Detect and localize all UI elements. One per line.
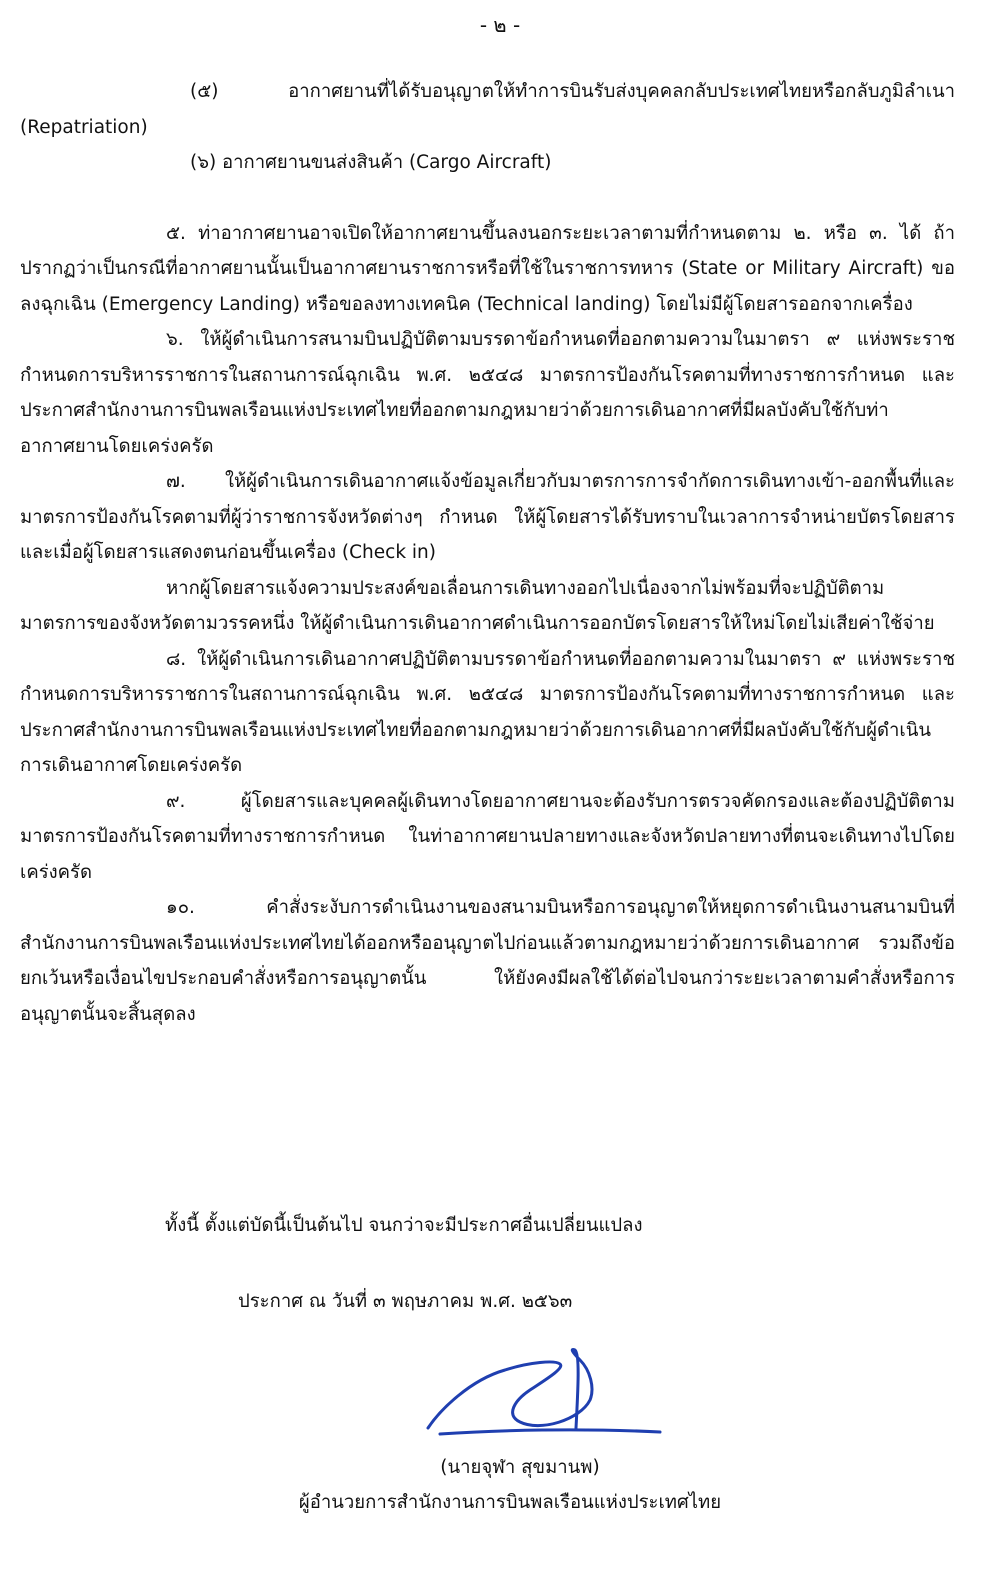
- clause-7-paragraph-2: หากผู้โดยสารแจ้งความประสงค์ขอเลื่อนการเดินทางออกไปเนื่องจากไม่พร้อมที่จะปฏิบัติตามมาตรการของจังหวัดตามวรรคหนึ่ง ให้ผู้ดำเนินการเดินอากาศดำเนินการออกบัตรโดยสารให้ใหม่โดยไม่เสียค่าใช้จ่าย: [20, 577, 935, 634]
- announcement-date: ประกาศ ณ วันที่ ๓ พฤษภาคม พ.ศ. ๒๕๖๓: [238, 1291, 573, 1312]
- document-body: [20, 74, 955, 1032]
- page-number: - ๒ -: [479, 13, 521, 37]
- handwritten-signature: [420, 1340, 670, 1450]
- signatory-name: (นายจุฬา สุขมานพ): [440, 1457, 600, 1478]
- closing-statement: ทั้งนี้ ตั้งแต่บัดนี้เป็นต้นไป จนกว่าจะมีประกาศอื่นเปลี่ยนแปลง: [165, 1215, 643, 1236]
- clause-5: ๕. ท่าอากาศยานอาจเปิดให้อากาศยานขึ้นลงนอกระยะเวลาตามที่กำหนดตาม ๒. หรือ ๓. ได้ ถ้าปรากฏว่าเป็นกรณีที่อากาศยานนั้นเป็นอากาศยานราชการหรือที่ใช้ในราชการทหาร (State or Military Aircraft) ขอลงฉุกเฉิน (Emergency Landing) หรือขอลงทางเทคนิค (Technical landing) โดยไม่มีผู้โดยสารออกจากเครื่อง: [20, 222, 955, 315]
- clause-7: ๗. ให้ผู้ดำเนินการเดินอากาศแจ้งข้อมูลเกี่ยวกับมาตรการการจำกัดการเดินทางเข้า-ออกพื้นที่และมาตรการป้องกันโรคตามที่ผู้ว่าราชการจังหวัดต่างๆ กำหนด ให้ผู้โดยสารได้รับทราบในเวลาการจำหน่ายบัตรโดยสารและเมื่อผู้โดยสารแสดงตนก่อนขึ้นเครื่อง (Check in): [20, 471, 955, 563]
- sub-item-6: (๖) อากาศยานขนส่งสินค้า (Cargo Aircraft): [190, 152, 552, 173]
- clause-6: ๖. ให้ผู้ดำเนินการสนามบินปฏิบัติตามบรรดาข้อกำหนดที่ออกตามความในมาตรา ๙ แห่งพระราชกำหนดการบริหารราชการในสถานการณ์ฉุกเฉิน พ.ศ. ๒๕๔๘ มาตรการป้องกันโรคตามที่ทางราชการกำหนด และประกาศสำนักงานการบินพลเรือนแห่งประเทศไทยที่ออกตามกฎหมายว่าด้วยการเดินอากาศที่มีผลบังคับใช้กับท่าอากาศยานโดยเคร่งครัด: [20, 329, 955, 457]
- clause-10: ๑๐. คำสั่งระงับการดำเนินงานของสนามบินหรือการอนุญาตให้หยุดการดำเนินงานสนามบินที่สำนักงานการบินพลเรือนแห่งประเทศไทยได้ออกหรืออนุญาตไปก่อนแล้วตามกฎหมายว่าด้วยการเดินอากาศ รวมถึงข้อยกเว้นหรือเงื่อนไขประกอบคำสั่งหรือการอนุญาตนั้น ให้ยังคงมีผลใช้ได้ต่อไปจนกว่าระยะเวลาตามคำสั่งหรือการอนุญาตนั้นจะสิ้นสุดลง: [20, 897, 955, 1025]
- sub-item-5: (๕) อากาศยานที่ได้รับอนุญาตให้ทำการบินรับส่งบุคคลกลับประเทศไทยหรือกลับภูมิลำเนา (Repatriation): [20, 81, 955, 138]
- clause-8: ๘. ให้ผู้ดำเนินการเดินอากาศปฏิบัติตามบรรดาข้อกำหนดที่ออกตามความในมาตรา ๙ แห่งพระราชกำหนดการบริหารราชการในสถานการณ์ฉุกเฉิน พ.ศ. ๒๕๔๘ มาตรการป้องกันโรคตามที่ทางราชการกำหนด และประกาศสำนักงานการบินพลเรือนแห่งประเทศไทยที่ออกตามกฎหมายว่าด้วยการเดินอากาศที่มีผลบังคับใช้กับผู้ดำเนินการเดินอากาศโดยเคร่งครัด: [20, 648, 955, 776]
- signatory-title: ผู้อำนวยการสำนักงานการบินพลเรือนแห่งประเทศไทย: [298, 1492, 722, 1513]
- clause-9: ๙. ผู้โดยสารและบุคคลผู้เดินทางโดยอากาศยานจะต้องรับการตรวจคัดกรองและต้องปฏิบัติตามมาตรการป้องกันโรคตามที่ทางราชการกำหนด ในท่าอากาศยานปลายทางและจังหวัดปลายทางที่ตนจะเดินทางไปโดยเคร่งครัด: [20, 790, 955, 883]
